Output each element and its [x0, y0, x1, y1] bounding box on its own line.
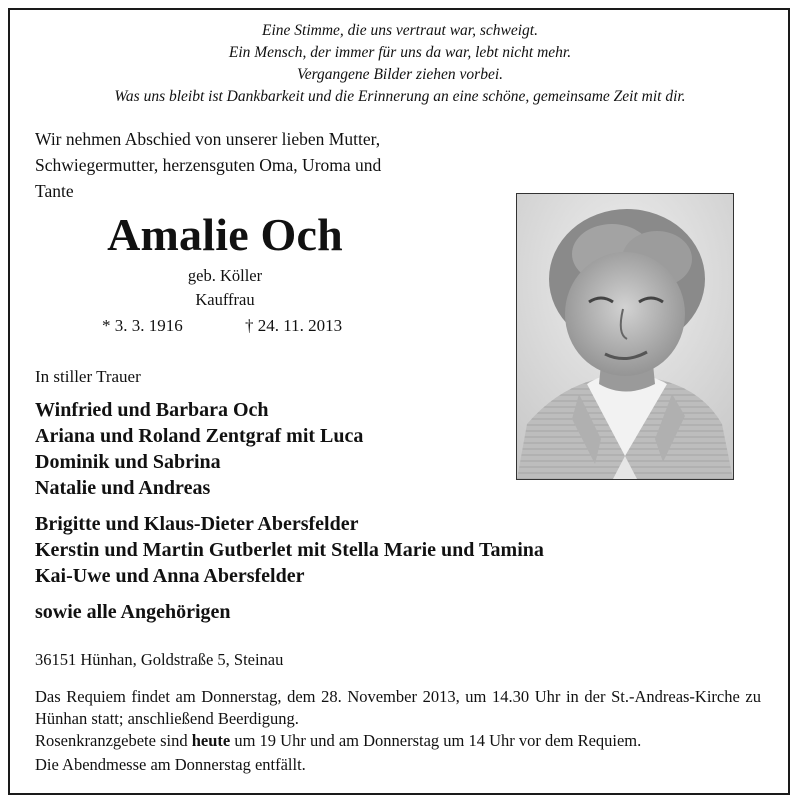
maiden-name: geb. Köller	[187, 266, 263, 285]
intro-line: Wir nehmen Abschied von unserer lieben Mutter,	[35, 129, 381, 149]
family-closing: sowie alle Angehörigen	[35, 601, 231, 623]
poem-line: Was uns bleibt ist Dankbarkeit und die Erinnerung an eine schöne, gemeinsame Zeit mit dir.	[114, 88, 686, 105]
intro-text	[35, 126, 455, 204]
rosary-note	[35, 730, 761, 752]
intro-line: Schwiegermutter, herzensguten Oma, Uroma und	[35, 155, 382, 175]
rosary-text: um 19 Uhr und am Donnerstag um 14 Uhr vor dem Requiem.	[230, 731, 642, 750]
mourner: Brigitte und Klaus-Dieter Abersfelder	[35, 513, 359, 535]
portrait-photo	[516, 193, 734, 480]
evening-mass-note: Die Abendmesse am Donnerstag entfällt.	[35, 755, 306, 774]
poem-line: Eine Stimme, die uns vertraut war, schweigt.	[262, 22, 538, 39]
poem-line: Ein Mensch, der immer für uns da war, lebt nicht mehr.	[228, 44, 572, 61]
mourner: Winfried und Barbara Och	[35, 399, 269, 421]
profession: Kauffrau	[195, 290, 255, 309]
address: 36151 Hünhan, Goldstraße 5, Steinau	[35, 650, 284, 669]
deceased-name: Amalie Och	[107, 209, 343, 260]
mourner: Dominik und Sabrina	[35, 451, 221, 473]
mourner: Kerstin und Martin Gutberlet mit Stella Marie und Tamina	[35, 539, 544, 561]
mourning-label: In stiller Trauer	[35, 367, 141, 386]
birth-date: * 3. 3. 1916	[102, 316, 183, 335]
family-group-2	[35, 511, 544, 589]
rosary-emphasis: heute	[191, 731, 231, 750]
service-notes	[35, 686, 761, 776]
death-date: † 24. 11. 2013	[245, 316, 343, 335]
poem	[0, 20, 800, 108]
requiem-note: Das Requiem findet am Donnerstag, dem 28. November 2013, um 14.30 Uhr in der St.-Andreas-Kirche zu Hünhan statt; anschließend Beerdigung.	[35, 687, 761, 728]
mourner: Ariana und Roland Zentgraf mit Luca	[35, 425, 364, 447]
family-group-1	[35, 397, 363, 501]
rosary-text: Rosenkranzgebete sind	[35, 731, 192, 750]
mourner: Kai-Uwe und Anna Abersfelder	[35, 565, 305, 587]
poem-line: Vergangene Bilder ziehen vorbei.	[296, 66, 504, 83]
mourner: Natalie und Andreas	[35, 477, 211, 499]
intro-line: Tante	[35, 181, 74, 201]
